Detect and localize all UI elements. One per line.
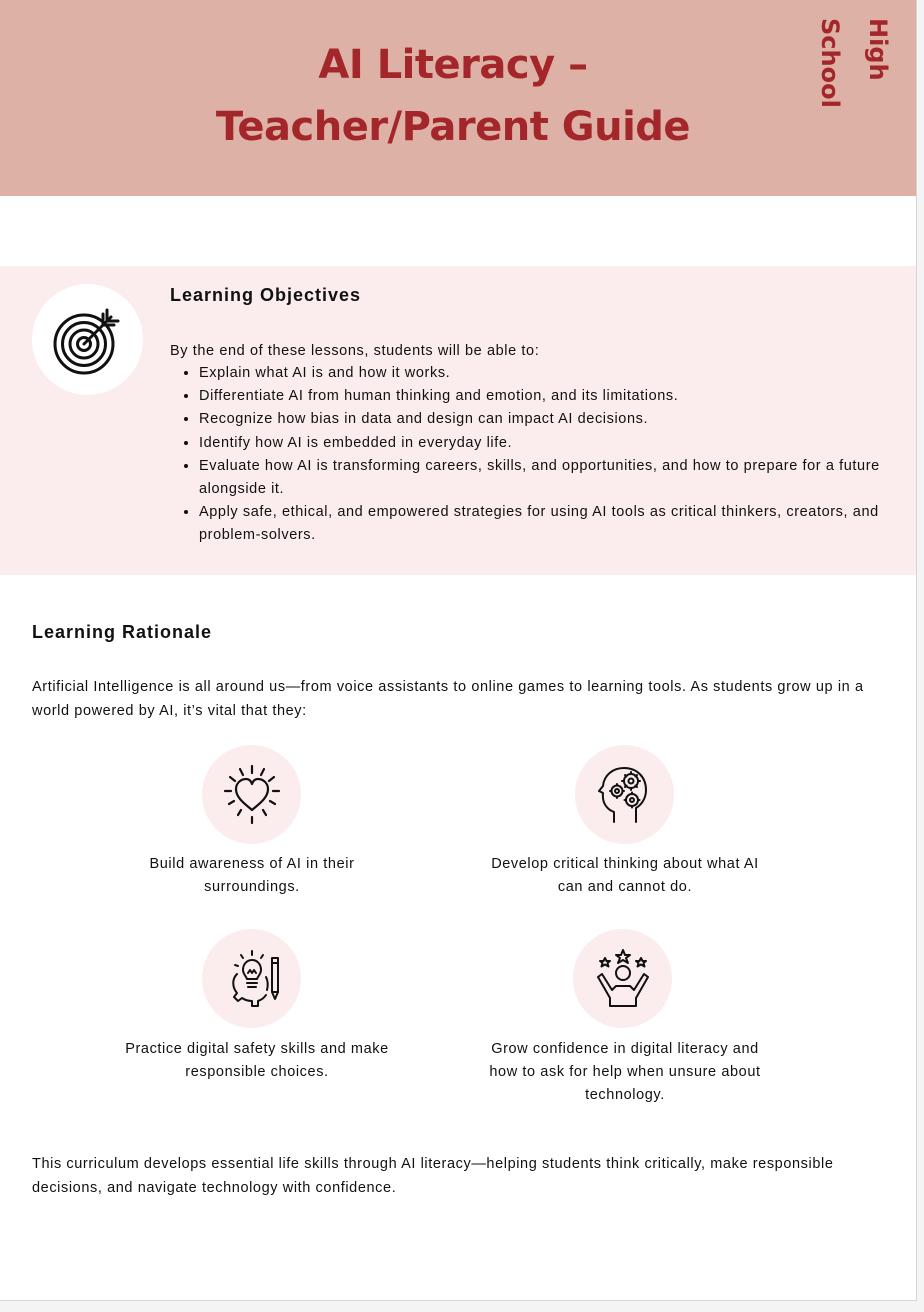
list-item: • Identify how AI is embedded in everyday life. <box>199 432 919 455</box>
page-title <box>0 34 906 158</box>
rationale-heading: Learning Rationale <box>32 622 213 642</box>
glowing-heart-icon <box>202 745 301 844</box>
rationale-item-awareness: Build awareness of AI in their surroundings. <box>149 856 355 895</box>
grade-level-label: High School <box>816 18 892 108</box>
objectives-heading: Learning Objectives <box>170 285 362 305</box>
lightbulb-gear-pencil-icon <box>202 929 301 1028</box>
person-stars-icon <box>573 929 672 1028</box>
head-gears-icon <box>575 745 674 844</box>
learning-objectives-section <box>0 266 916 575</box>
target-icon <box>32 284 143 395</box>
rationale-closing: This curriculum develops essential life skills through AI literacy—helping students think critically, make responsible decisions, and navigate technology with confidence. <box>32 1156 834 1196</box>
objectives-list <box>170 362 919 548</box>
rationale-item-critical-thinking: Develop critical thinking about what AI can and cannot do. <box>491 856 759 895</box>
objectives-intro: By the end of these lessons, students will be able to: <box>170 343 540 359</box>
list-item: • Explain what AI is and how it works. <box>199 362 919 385</box>
list-item: • Evaluate how AI is transforming careers, skills, and opportunities, and how to prepare for a future alongside it. <box>199 455 919 501</box>
title-line-1: AI Literacy – <box>318 42 588 88</box>
list-item: • Differentiate AI from human thinking and emotion, and its limitations. <box>199 385 919 408</box>
rationale-item-digital-safety: Practice digital safety skills and make responsible choices. <box>125 1041 389 1080</box>
rationale-item-digital-confidence: Grow confidence in digital literacy and how to ask for help when unsure about technology. <box>489 1041 761 1103</box>
page-header <box>0 0 916 196</box>
title-line-2: Teacher/Parent Guide <box>215 104 691 150</box>
rationale-intro: Artificial Intelligence is all around us—from voice assistants to online games to learning tools. As students grow up in a world powered by AI, it’s vital that they: <box>32 679 864 719</box>
list-item: • Recognize how bias in data and design can impact AI decisions. <box>199 408 919 431</box>
list-item: • Apply safe, ethical, and empowered strategies for using AI tools as critical thinkers, creators, and problem-solvers. <box>199 501 919 547</box>
